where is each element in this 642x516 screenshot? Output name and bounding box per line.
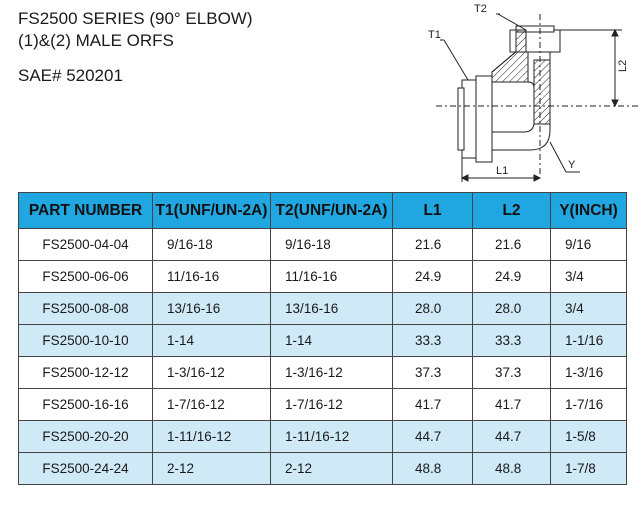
part-number-cell: FS2500-08-08 [19, 293, 153, 325]
l1-cell: 24.9 [393, 261, 473, 293]
t2-cell: 1-14 [271, 325, 393, 357]
t1-label: T1 [428, 29, 441, 41]
l1-cell: 48.8 [393, 453, 473, 485]
l1-cell: 28.0 [393, 293, 473, 325]
l1-cell: 33.3 [393, 325, 473, 357]
t1-cell: 11/16-16 [153, 261, 271, 293]
l1-cell: 41.7 [393, 389, 473, 421]
t1-cell: 1-11/16-12 [153, 421, 271, 453]
part-number-cell: FS2500-10-10 [19, 325, 153, 357]
column-header: L2 [473, 193, 551, 229]
y-cell: 1-7/16 [551, 389, 627, 421]
column-header: T2(UNF/UN-2A) [271, 193, 393, 229]
part-number-cell: FS2500-16-16 [19, 389, 153, 421]
table-row [19, 293, 627, 325]
y-cell: 9/16 [551, 229, 627, 261]
column-header: Y(INCH) [551, 193, 627, 229]
table-row [19, 261, 627, 293]
l2-cell: 48.8 [473, 453, 551, 485]
part-number-cell: FS2500-20-20 [19, 421, 153, 453]
l2-cell: 33.3 [473, 325, 551, 357]
y-cell: 3/4 [551, 293, 627, 325]
t1-cell: 1-7/16-12 [153, 389, 271, 421]
table-header-row [19, 193, 627, 229]
t2-cell: 9/16-18 [271, 229, 393, 261]
t1-cell: 13/16-16 [153, 293, 271, 325]
y-cell: 1-1/16 [551, 325, 627, 357]
y-label: Y [568, 159, 576, 171]
t1-cell: 1-14 [153, 325, 271, 357]
l1-cell: 21.6 [393, 229, 473, 261]
elbow-fitting-drawing [400, 0, 642, 190]
t2-cell: 1-3/16-12 [271, 357, 393, 389]
part-number-cell: FS2500-24-24 [19, 453, 153, 485]
t2-cell: 11/16-16 [271, 261, 393, 293]
t2-cell: 2-12 [271, 453, 393, 485]
t2-label: T2 [474, 3, 487, 15]
l1-label: L1 [496, 165, 509, 177]
column-header: PART NUMBER [19, 193, 153, 229]
l2-label: L2 [617, 59, 629, 72]
t1-cell: 1-3/16-12 [153, 357, 271, 389]
t2-cell: 1-7/16-12 [271, 389, 393, 421]
page-title: FS2500 SERIES (90° ELBOW) [18, 9, 253, 28]
l2-cell: 41.7 [473, 389, 551, 421]
y-cell: 3/4 [551, 261, 627, 293]
l2-cell: 44.7 [473, 421, 551, 453]
l1-cell: 37.3 [393, 357, 473, 389]
table-row [19, 229, 627, 261]
spec-table [18, 192, 627, 485]
t1-cell: 2-12 [153, 453, 271, 485]
y-cell: 1-5/8 [551, 421, 627, 453]
l2-cell: 37.3 [473, 357, 551, 389]
page-subtitle: (1)&(2) MALE ORFS [18, 31, 174, 50]
part-number-cell: FS2500-12-12 [19, 357, 153, 389]
l1-cell: 44.7 [393, 421, 473, 453]
y-cell: 1-7/8 [551, 453, 627, 485]
table-row [19, 325, 627, 357]
table-row [19, 357, 627, 389]
table-row [19, 421, 627, 453]
sae-number: SAE# 520201 [18, 66, 123, 85]
l2-cell: 24.9 [473, 261, 551, 293]
t2-cell: 1-11/16-12 [271, 421, 393, 453]
column-header: L1 [393, 193, 473, 229]
part-number-cell: FS2500-06-06 [19, 261, 153, 293]
column-header: T1(UNF/UN-2A) [153, 193, 271, 229]
l2-cell: 21.6 [473, 229, 551, 261]
table-row [19, 389, 627, 421]
t2-cell: 13/16-16 [271, 293, 393, 325]
l2-cell: 28.0 [473, 293, 551, 325]
title-block [18, 8, 253, 52]
part-number-cell: FS2500-04-04 [19, 229, 153, 261]
t1-cell: 9/16-18 [153, 229, 271, 261]
table-row [19, 453, 627, 485]
y-cell: 1-3/16 [551, 357, 627, 389]
